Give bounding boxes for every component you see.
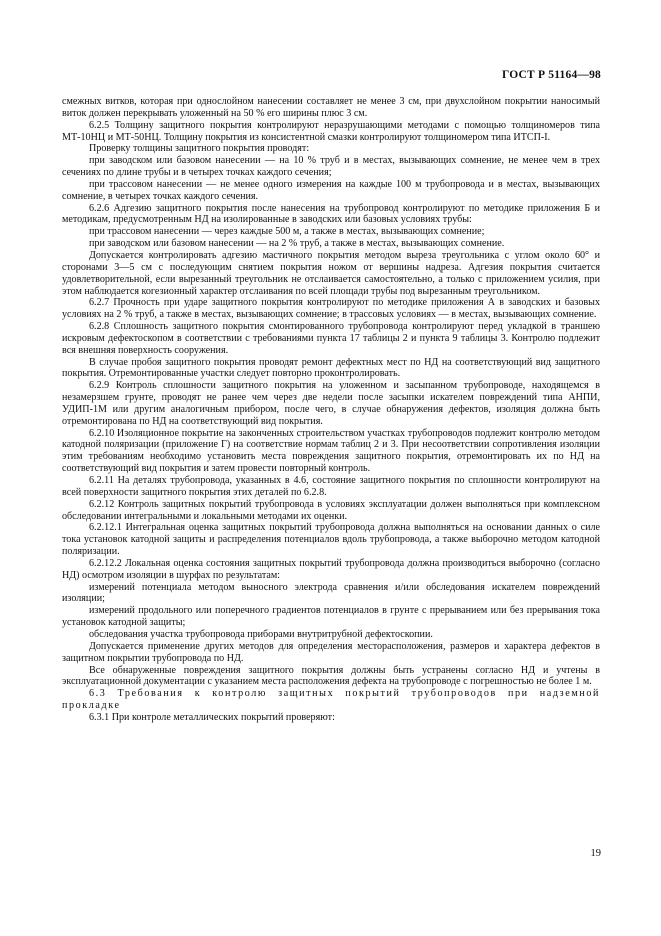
paragraph: 6.2.12.1 Интегральная оценка защитных покрытий трубопровода должна выполняться на основании данных о силе тока установок катодной защиты и распределения потенциалов вдоль трубопровода, а также выборочно методом катодной поляризации. <box>62 522 600 558</box>
paragraph: 6.2.11 На деталях трубопровода, указанных в 4.6, состояние защитного покрытия по сплошности контролируют на всей поверхности защитного покрытия этих деталей по 6.2.8. <box>62 475 600 498</box>
paragraph: измерений потенциала методом выносного электрода сравнения и/или обследования искателем повреждений изоляции; <box>62 581 600 605</box>
page-number: 19 <box>590 848 601 859</box>
paragraph: 6.2.7 Прочность при ударе защитного покрытия контролируют по методике приложения А в заводских и базовых условиях на 2 % труб, а также в местах, вызывающих сомнение; в трассовых условиях — в местах, вызывающих сомнение. <box>62 297 600 321</box>
paragraph: 6.2.12.2 Локальная оценка состояния защитных покрытий трубопровода должна производиться выборочно (согласно НД) осмотром изоляции в шурфах по результатам: <box>62 557 600 581</box>
document-body <box>62 96 600 724</box>
paragraph: измерений продольного или поперечного градиентов потенциалов в грунте с прерыванием или без прерывания тока установок катодной защиты; <box>62 605 600 629</box>
paragraph: смежных витков, которая при однослойном нанесении составляет не менее 3 см, при двухслойном покрытии наносимый виток должен перекрывать уложенный на 50 % его ширины плюс 3 см. <box>62 96 600 119</box>
paragraph: при заводском или базовом нанесении — на 10 % труб и в местах, вызывающих сомнение, не менее чем в трех сечениях по длине трубы и в четырех точках каждого сечения; <box>62 155 600 179</box>
paragraph: при трассовом нанесении — не менее одного измерения на каждые 100 м трубопровода и в местах, вызывающих сомнение, в четырех точках каждого сечения. <box>62 178 600 202</box>
paragraph: 6.2.12 Контроль защитных покрытий трубопровода в условиях эксплуатации должен выполняться при комплексном обследовании интегральными и локальными методами их оценки. <box>62 498 600 522</box>
paragraph: 6.3.1 При контроле металлических покрытий проверяют: <box>89 711 335 723</box>
paragraph: при заводском или базовом нанесении — на 2 % труб, а также в местах, вызывающих сомнение. <box>89 238 505 250</box>
paragraph: 6.2.10 Изоляционное покрытие на законченных строительством участках трубопроводов подлежит контролю методом катодной поляризации (приложение Г) на соответствие нормам таблиц 2 и 3. При несоответствии сопротивления изоляции этим требованиям необходимо установить места повреждения защитного покрытия, отремонтировать их по НД на соответствующий вид покрытия и затем провести повторный контроль. <box>62 427 600 475</box>
paragraph: 6.2.8 Сплошность защитного покрытия смонтированного трубопровода контролируют перед укладкой в траншею искровым дефектоскопом в соответствии с требованиями пункта 17 таблицы 2 и пункта 9 таблицы 3. Контролю подлежит вся внешняя поверхность сооружения. <box>62 321 600 356</box>
section-heading: 6.3 Требования к контролю защитных покрытий трубопроводов при надземной прокладке <box>62 688 600 712</box>
paragraph: В случае пробоя защитного покрытия проводят ремонт дефектных мест по НД на соответствующий вид защитного покрытия. Отремонтированные участки следует повторно проконтролировать. <box>62 356 600 380</box>
paragraph: Все обнаруженные повреждения защитного покрытия должны быть устранены согласно НД и учтены в эксплуатационной документации с указанием места расположения дефекта на трубопроводе с погрешностью не более 1 м. <box>62 664 600 688</box>
paragraph: Проверку толщины защитного покрытия проводят: <box>89 143 310 155</box>
paragraph: обследования участка трубопровода приборами внутритрубной дефектоскопии. <box>89 628 433 640</box>
paragraph: Допускается контролировать адгезию мастичного покрытия методом выреза треугольника с углом около 60° и сторонами 3—5 см с последующим снятием покрытия ножом от вершины надреза. Адгезия покрытия считается удовлетворительной, если вырезанный треугольник не отслаивается самостоятельно, а только с приложением усилия, при этом наблюдается когезионный характер отслаивания по всей площади трубы под вырезанным треугольником. <box>62 249 600 297</box>
paragraph: 6.2.6 Адгезию защитного покрытия после нанесения на трубопровод контролируют по методике приложения Б и методикам, предусмотренным НД на изолированные в заводских или базовых условиях трубы: <box>62 202 600 226</box>
paragraph: 6.2.5 Толщину защитного покрытия контролируют неразрушающими методами с помощью толщиномеров типа МТ-10НЦ и МТ-50НЦ. Толщину покрытия из консистентной смазки контролируют толщиномером типа ИТСП-I. <box>62 119 600 143</box>
standard-header: ГОСТ Р 51164—98 <box>502 69 601 81</box>
paragraph: 6.2.9 Контроль сплошности защитного покрытия на уложенном и засыпанном трубопроводе, находящемся в незамерзшем грунте, проводят не ранее чем через две недели после засыпки искателем повреждений типа АНПИ, УДИП-1М или другим аналогичным прибором, после чего, в случае обнаружения дефектов, изоляция должна быть отремонтирована по НД на соответствующий вид покрытия. <box>62 380 600 427</box>
paragraph: при трассовом нанесении — через каждые 500 м, а также в местах, вызывающих сомнение; <box>89 226 485 238</box>
paragraph: Допускается применение других методов для определения месторасположения, размеров и характера дефектов в защитном покрытии трубопровода по НД. <box>62 640 600 664</box>
